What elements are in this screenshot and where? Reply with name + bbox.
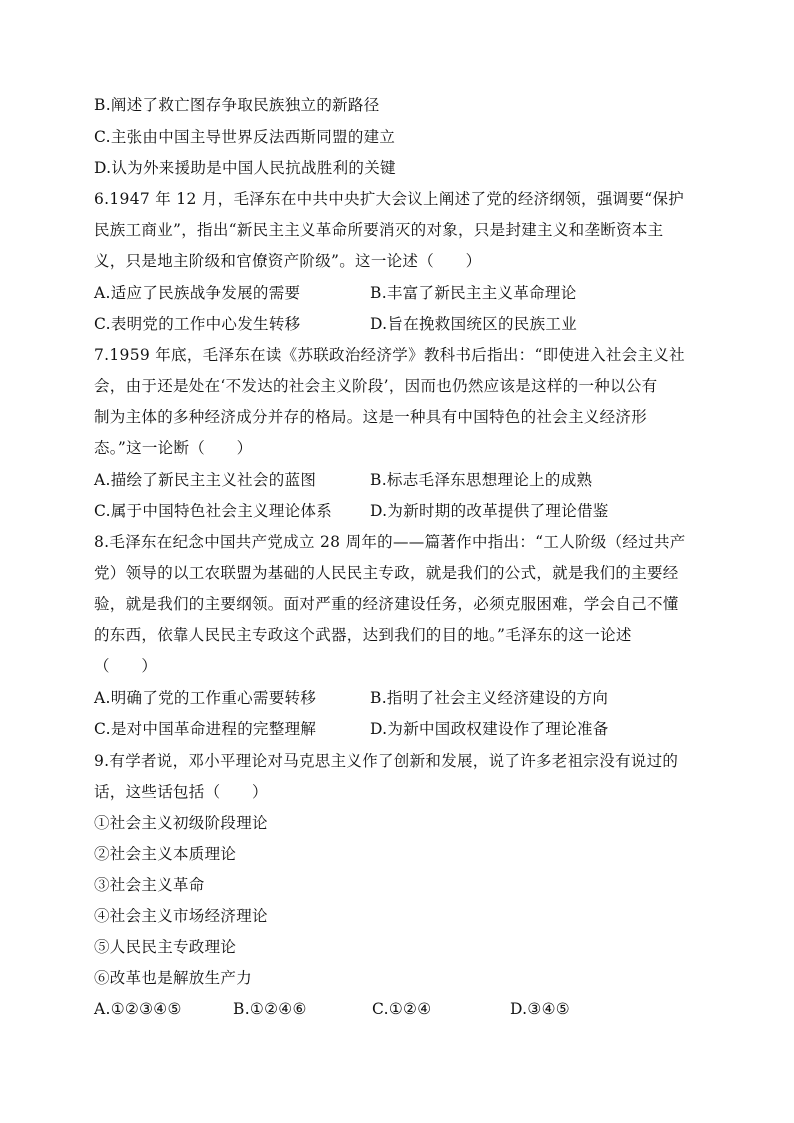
q6-stem-line: 6.1947 年 12 月，毛泽东在中共中央扩大会议上阐述了党的经济纲领，强调要“保护 <box>94 190 685 208</box>
q6-option-c: C.表明党的工作中心发生转移 <box>94 315 301 333</box>
q7-option-a: A.描绘了新民主主义社会的蓝图 <box>94 471 317 489</box>
q8-stem <box>94 527 714 682</box>
q7-stem <box>94 340 714 464</box>
q7-option-d: D.为新时期的改革提供了理论借鉴 <box>370 502 609 520</box>
q8-stem-line: （ ） <box>94 657 158 675</box>
q9-stem <box>94 746 714 994</box>
q7-option-b: B.标志毛泽东思想理论上的成熟 <box>370 471 593 489</box>
q7-stem-line: 会，由于还是处在‘不发达的社会主义阶段’，因而也仍然应该是这样的一种以公有 <box>94 377 658 395</box>
q9-item: ①社会主义初级阶段理论 <box>94 814 268 832</box>
q8-option-d: D.为新中国政权建设作了理论准备 <box>370 720 609 738</box>
q7-options-row1 <box>94 470 714 490</box>
q8-option-c: C.是对中国革命进程的完整理解 <box>94 720 317 738</box>
q5-option-c: C.主张由中国主导世界反法西斯同盟的建立 <box>94 128 396 146</box>
q9-item: ⑥改革也是解放生产力 <box>94 969 253 987</box>
q8-option-b: B.指明了社会主义经济建设的方向 <box>370 689 609 707</box>
q6-stem-line: 义，只是地主阶级和官僚资产阶级”。这一论述（ ） <box>94 252 482 270</box>
q9-option-d: D.③④⑤ <box>510 1000 570 1018</box>
q9-item: ②社会主义本质理论 <box>94 845 237 863</box>
q7-stem-line: 制为主体的多种经济成分并存的格局。这是一种具有中国特色的社会主义经济形 <box>94 408 648 426</box>
q6-options-row1 <box>94 283 714 303</box>
q7-options-row2 <box>94 501 714 521</box>
q9-item: ⑤人民民主专政理论 <box>94 938 237 956</box>
q6-option-b: B.丰富了新民主主义革命理论 <box>370 284 577 302</box>
q9-stem-line: 9.有学者说，邓小平理论对马克思主义作了创新和发展，说了许多老祖宗没有说过的 <box>94 752 679 770</box>
q5-option-b: B.阐述了救亡图存争取民族独立的新路径 <box>94 96 380 114</box>
q8-options-row1 <box>94 688 714 708</box>
q6-stem-line: 民族工商业”，指出“新民主主义革命所要消灭的对象，只是封建主义和垄断资本主 <box>94 221 664 239</box>
q9-stem-line: 话，这些话包括（ ） <box>94 783 268 801</box>
q9-option-c: C.①②④ <box>372 1000 432 1018</box>
q7-stem-line: 7.1959 年底，毛泽东在读《苏联政治经济学》教科书后指出：“即使进入社会主义社 <box>94 346 685 364</box>
q6-option-d: D.旨在挽救国统区的民族工业 <box>370 315 578 333</box>
q8-option-a: A.明确了党的工作重心需要转移 <box>94 689 317 707</box>
q9-item: ③社会主义革命 <box>94 876 205 894</box>
q8-stem-line: 党）领导的以工农联盟为基础的人民民主专政，就是我们的公式，就是我们的主要经 <box>94 564 679 582</box>
q5-option-d: D.认为外来援助是中国人民抗战胜利的关键 <box>94 159 396 177</box>
q8-stem-line: 的东西，依靠人民民主专政这个武器，达到我们的目的地。”毛泽东的这一论述 <box>94 626 632 644</box>
q9-option-b: B.①②④⑥ <box>233 1000 307 1018</box>
q7-option-c: C.属于中国特色社会主义理论体系 <box>94 502 333 520</box>
q9-option-a: A.①②③④⑤ <box>94 1000 182 1018</box>
q8-stem-line: 验，就是我们的主要纲领。面对严重的经济建设任务，必须克服困难，学会自己不懂 <box>94 595 679 613</box>
q8-options-row2 <box>94 719 714 739</box>
q6-options-row2 <box>94 314 714 334</box>
q6-stem <box>94 184 714 277</box>
q9-item: ④社会主义市场经济理论 <box>94 907 268 925</box>
q8-stem-line: 8.毛泽东在纪念中国共产党成立 28 周年的——篇著作中指出：“工人阶级（经过共产 <box>94 533 686 551</box>
q7-stem-line: 态。”这一论断（ ） <box>94 439 253 457</box>
q6-option-a: A.适应了民族战争发展的需要 <box>94 284 301 302</box>
